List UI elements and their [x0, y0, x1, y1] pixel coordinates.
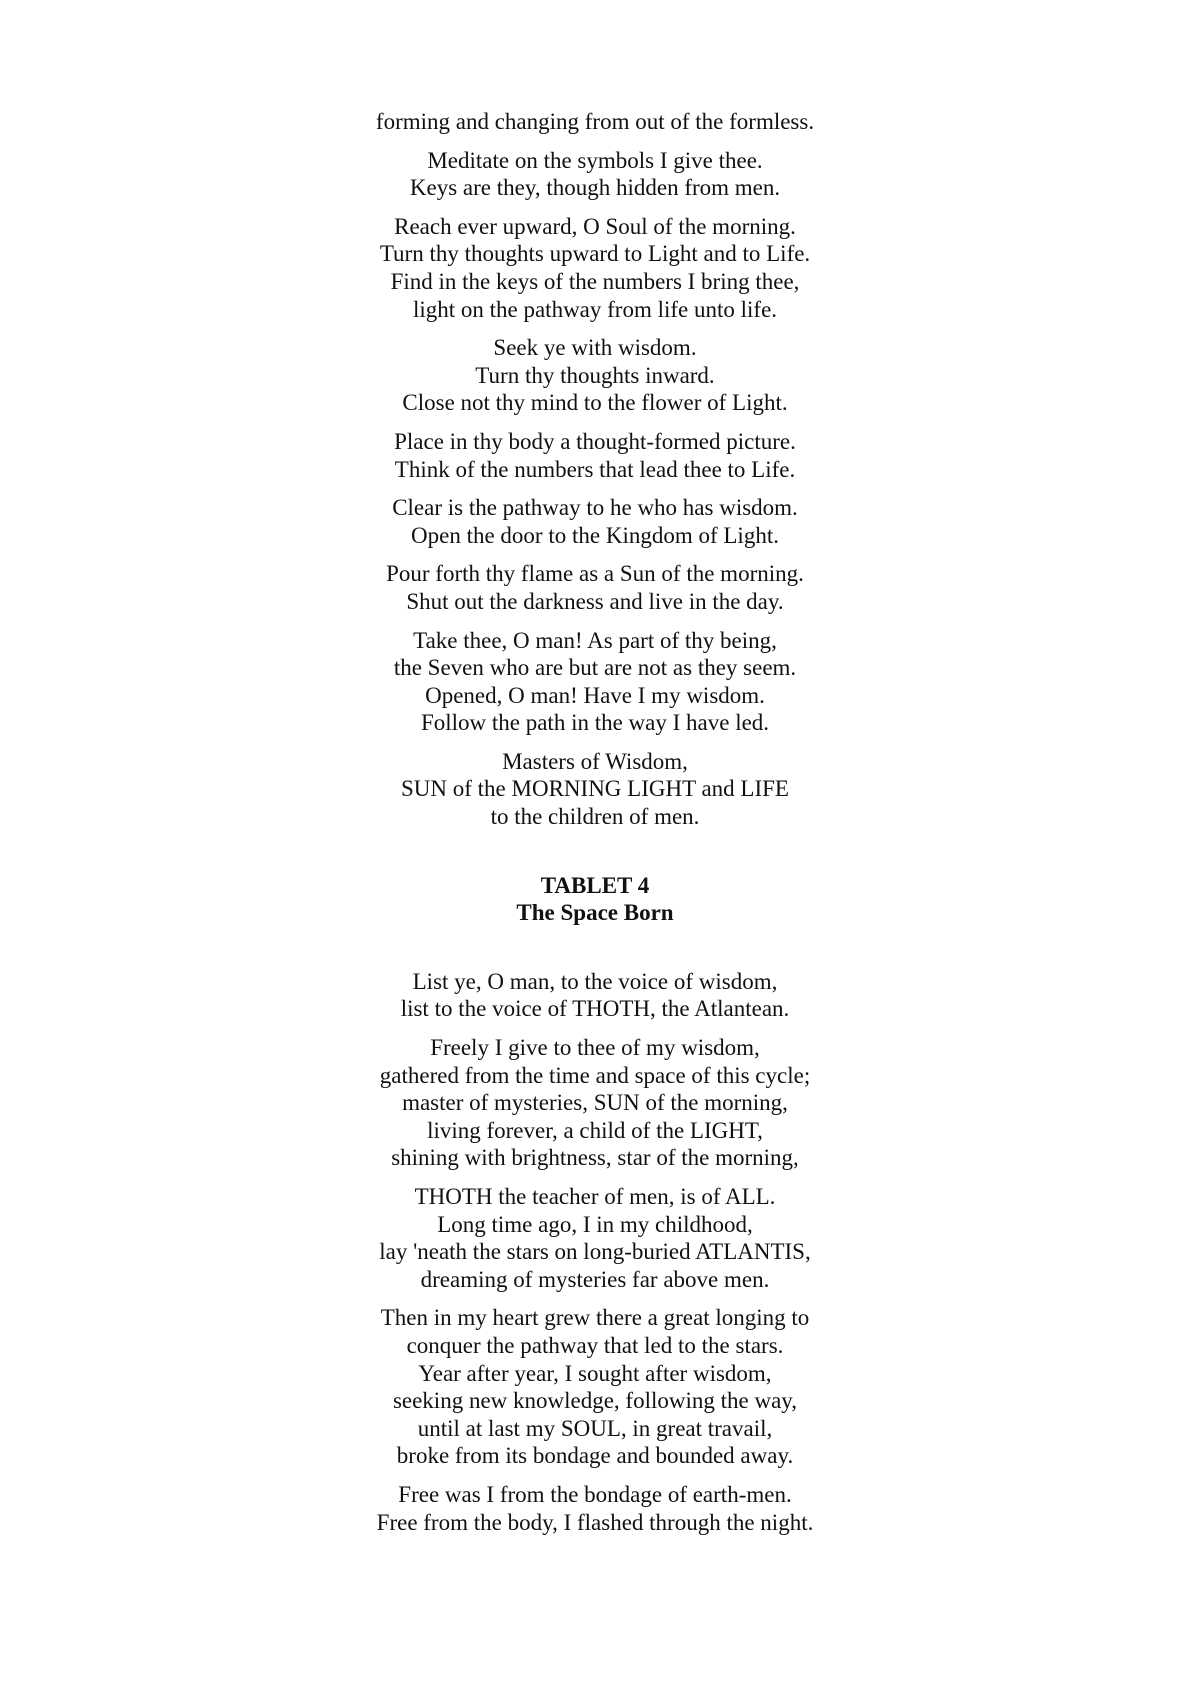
stanza [0, 560, 1190, 615]
verse-line: Turn thy thoughts upward to Light and to Life. [379, 241, 811, 267]
verse-line: Place in thy body a thought-formed picture. [394, 428, 796, 454]
verse-line: Then in my heart grew there a great longing to [380, 1305, 810, 1331]
stanza [0, 968, 1190, 1023]
stanza [0, 627, 1190, 737]
verse-line: until at last my SOUL, in great travail, [417, 1415, 773, 1441]
verse-line: Keys are they, though hidden from men. [409, 175, 781, 201]
verse-line: Open the door to the Kingdom of Light. [411, 522, 779, 548]
stanza [0, 1481, 1190, 1536]
verse-line: Reach ever upward, O Soul of the morning. [394, 213, 796, 239]
verse-line: Long time ago, I in my childhood, [437, 1211, 753, 1237]
verse-line: list to the voice of THOTH, the Atlantean. [400, 996, 790, 1022]
verse-line: Think of the numbers that lead thee to Life. [394, 456, 796, 482]
verse-line: Take thee, O man! As part of thy being, [413, 627, 777, 653]
verse-line: Masters of Wisdom, [502, 748, 688, 774]
stanza [0, 213, 1190, 323]
verse-line: seeking new knowledge, following the way, [392, 1388, 798, 1414]
heading-subtitle: The Space Born [516, 900, 674, 926]
verse-line: Shut out the darkness and live in the day. [406, 588, 784, 614]
stanza [0, 428, 1190, 483]
verse-line: List ye, O man, to the voice of wisdom, [412, 968, 778, 994]
verse-line: living forever, a child of the LIGHT, [427, 1117, 763, 1143]
verse-line: the Seven who are but are not as they seem. [393, 655, 797, 681]
verse-line: Follow the path in the way I have led. [420, 710, 770, 736]
verse-line: gathered from the time and space of this cycle; [379, 1062, 811, 1088]
verse-line: Close not thy mind to the flower of Light. [402, 390, 788, 416]
verse-line: to the children of men. [490, 804, 700, 830]
stanza [0, 334, 1190, 417]
verse-line: Free was I from the bondage of earth-men. [398, 1481, 792, 1507]
verse-line: Turn thy thoughts inward. [475, 362, 715, 388]
verse-line: shining with brightness, star of the morning, [391, 1145, 799, 1171]
verse-line: Pour forth thy flame as a Sun of the morning. [386, 561, 804, 587]
verse-line: Opened, O man! Have I my wisdom. [425, 682, 765, 708]
verse-line: conquer the pathway that led to the stars. [406, 1332, 784, 1358]
verse-line: forming and changing from out of the formless. [375, 109, 815, 134]
verse-line: Meditate on the symbols I give thee. [427, 147, 763, 173]
verse-line: Clear is the pathway to he who has wisdom. [392, 495, 798, 521]
document-page [0, 108, 1190, 1547]
verse-line: Find in the keys of the numbers I bring thee, [390, 268, 800, 294]
heading-title: TABLET 4 [540, 872, 650, 898]
verse-line: dreaming of mysteries far above men. [420, 1266, 770, 1292]
verse-line: Year after year, I sought after wisdom, [418, 1360, 772, 1386]
stanza [0, 1183, 1190, 1293]
stanza [0, 1034, 1190, 1172]
stanzas-after [0, 968, 1190, 1536]
verse-line: Freely I give to thee of my wisdom, [430, 1035, 760, 1061]
stanza [0, 108, 1190, 136]
stanza [0, 147, 1190, 202]
section-heading [0, 872, 1190, 927]
verse-line: broke from its bondage and bounded away. [396, 1443, 794, 1469]
verse-line: THOTH the teacher of men, is of ALL. [414, 1184, 776, 1209]
verse-line: Free from the body, I flashed through the night. [376, 1509, 814, 1535]
verse-line: SUN of the MORNING LIGHT and LIFE [401, 776, 789, 802]
stanzas-before [0, 108, 1190, 831]
verse-line: master of mysteries, SUN of the morning, [402, 1090, 788, 1116]
stanza [0, 748, 1190, 831]
stanza [0, 1304, 1190, 1470]
verse-line: lay 'neath the stars on long-buried ATLANTIS, [379, 1239, 811, 1265]
verse-line: light on the pathway from life unto life. [412, 296, 778, 322]
verse-line: Seek ye with wisdom. [493, 335, 697, 361]
stanza [0, 494, 1190, 549]
